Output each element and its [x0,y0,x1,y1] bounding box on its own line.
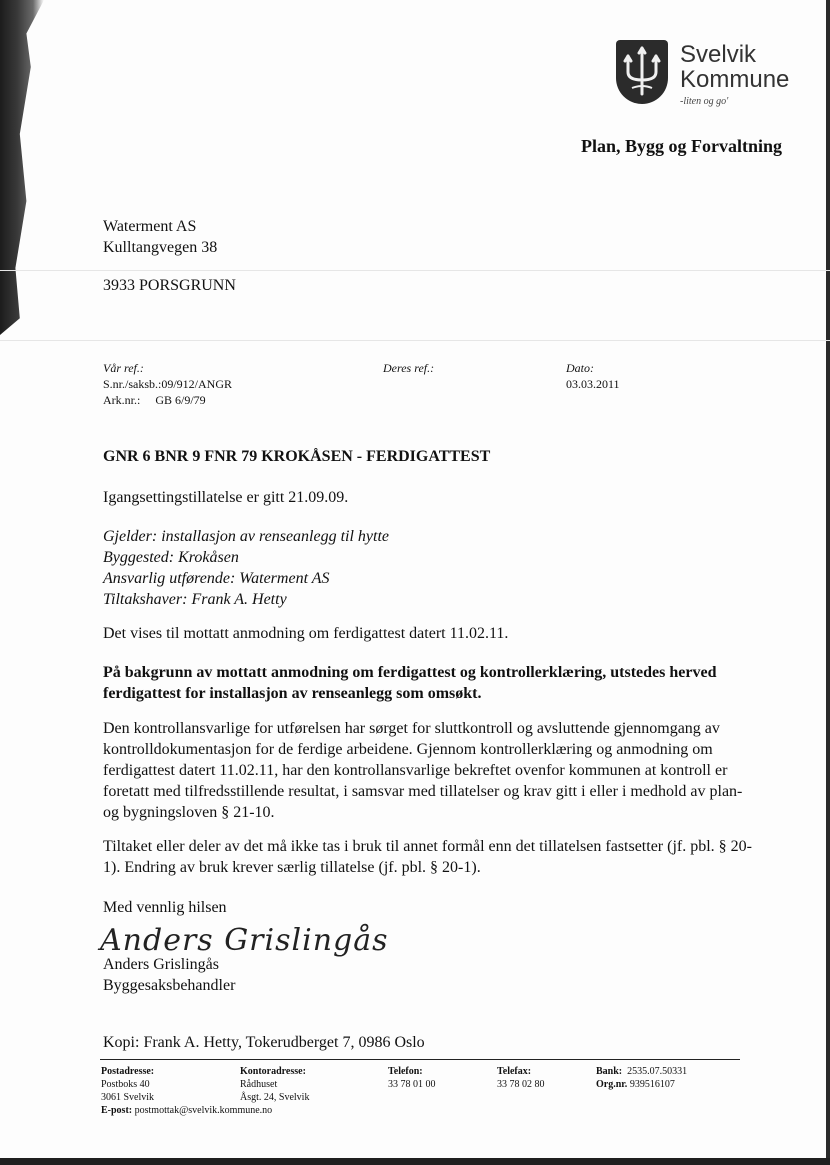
our-ref-archive: Ark.nr.: GB 6/9/79 [103,393,206,407]
scan-line [0,340,830,341]
signer-name: Anders Grislingås [103,956,219,973]
date-label: Dato: [566,361,594,375]
coat-of-arms-icon [616,40,668,104]
footer-fax: Telefax: 33 78 02 80 [497,1066,545,1090]
footer-bank: Bank: 2535.07.50331 Org.nr. 939516107 [596,1066,688,1090]
detail-line: Byggested: Krokåsen [103,549,239,566]
permit-text: Igangsettingstillatelse er gitt 21.09.09. [103,489,349,506]
footer-divider [100,1059,740,1060]
detail-line: Gjelder: installasjon av renseanlegg til hytte [103,528,390,545]
usage-paragraph: Tiltaket eller deler av det må ikke tas i bruk til annet formål enn det tillatelsen fastsetter (jf. pbl. § 20-1). Endring av bruk krever særlig tillatelse (jf. pbl. § 20-1). [103,838,752,876]
handwritten-signature: Anders Grislingås [100,923,389,958]
date-value: 03.03.2011 [566,377,620,391]
detail-line: Ansvarlig utførende: Waterment AS [103,570,330,587]
scan-line [0,270,830,271]
decision-paragraph: På bakgrunn av mottatt anmodning om ferdigattest og kontrollerklæring, utstedes herved ferdigattest for installasjon av renseanlegg som omsøkt. [103,664,717,702]
details-block [103,526,753,610]
municipality-tagline: -liten og go' [680,96,729,107]
recipient-postal: 3933 PORSGRUNN [103,277,236,294]
our-ref-case: S.nr./saksb.:09/912/ANGR [103,377,233,391]
footer-office: Kontoradresse: Rådhuset Åsgt. 24, Svelvik [240,1066,310,1103]
footer-email: E-post: postmottak@svelvik.kommune.no [101,1105,273,1116]
footer-phone: Telefon: 33 78 01 00 [388,1066,436,1090]
detail-line: Tiltakshaver: Frank A. Hetty [103,591,287,608]
document-title: GNR 6 BNR 9 FNR 79 KROKÅSEN - FERDIGATTEST [103,448,491,465]
scan-edge-left [0,0,44,335]
department-name: Plan, Bygg og Forvaltning [580,136,782,156]
recipient-name: Waterment AS [103,218,197,235]
our-ref-label: Vår ref.: [103,361,144,375]
scan-edge-bottom [0,1158,830,1165]
reference-paragraph: Det vises til mottatt anmodning om ferdigattest datert 11.02.11. [103,625,509,642]
your-ref-label: Deres ref.: [383,361,435,375]
signer-title: Byggesaksbehandler [103,977,236,994]
email-link[interactable]: postmottak@svelvik.kommune.no [134,1105,273,1116]
footer-postal: Postadresse: Postboks 40 3061 Svelvik [101,1066,155,1103]
recipient-street: Kulltangvegen 38 [103,239,218,256]
closing-text: Med vennlig hilsen [103,899,227,916]
copy-recipient: Kopi: Frank A. Hetty, Tokerudberget 7, 0986 Oslo [103,1034,425,1051]
municipality-name: Svelvik Kommune [680,41,790,93]
control-paragraph: Den kontrollansvarlige for utførelsen har sørget for sluttkontroll og avsluttende gjennomgang av kontrolldokumentasjon for de ferdige arbeidene. Gjennom kontrollerklæring og anmodning om ferdigattest datert 11.02.11, har den kontrollansvarlige bekreftet ovenfor kommunen at kontroll er foretatt med tilfredsstillende resultat, i samsvar med tillatelser og krav gitt i eller i medhold av plan- og bygningsloven § 21-10. [103,720,743,821]
scan-edge-right [826,0,830,1165]
